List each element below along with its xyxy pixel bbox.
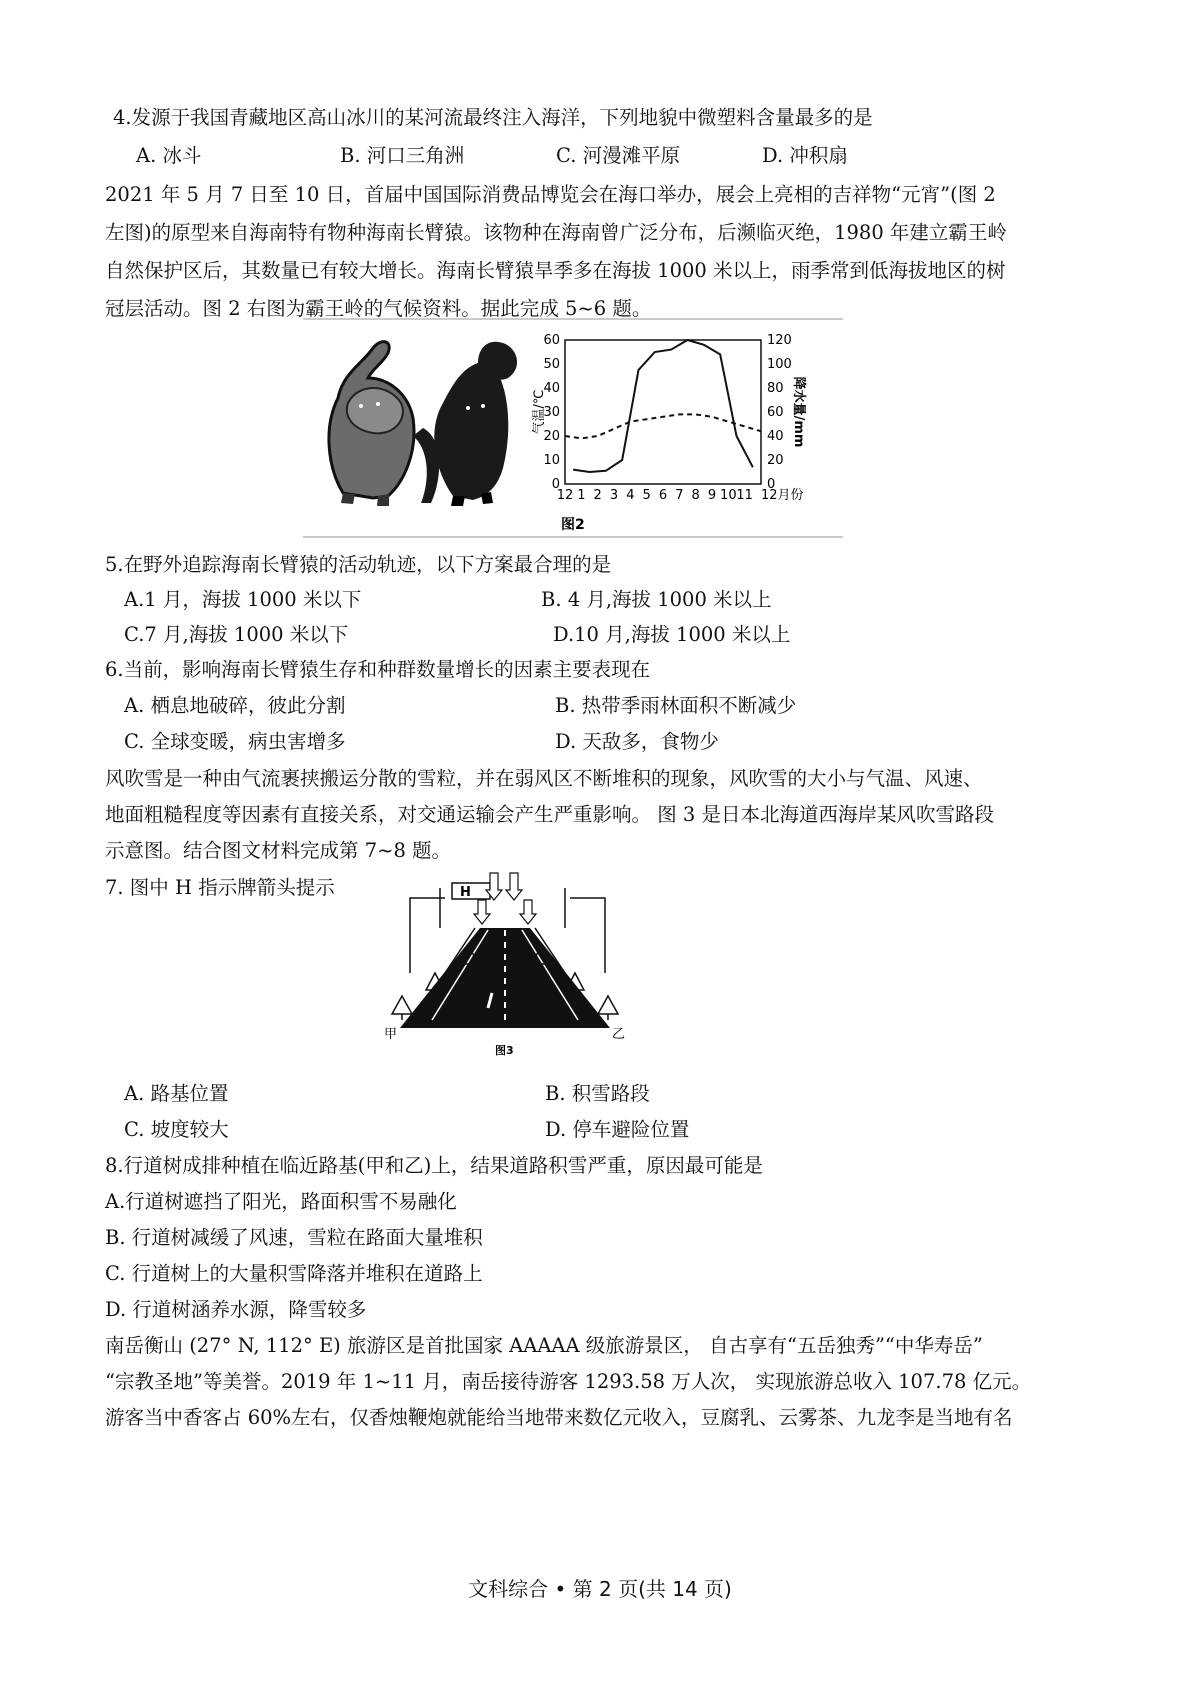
figure-2-caption: 图2 — [561, 517, 585, 533]
passage3-line-2: “宗教圣地”等美誉。2019 年 1~11 月，南岳接待游客 1293.58 万人次， 实现旅游总收入 107.78 亿元。 — [105, 1370, 1032, 1393]
x-axis-tick: 6 — [658, 488, 668, 503]
passage1-line-2: 左图)的原型来自海南特有物种海南长臂猿。该物种在海南曾广泛分布，后濒临灭绝，1980 年建立霸王岭 — [105, 221, 1007, 244]
x-axis-tick: 5 — [642, 488, 651, 503]
mascot-illustration — [329, 342, 517, 506]
passage3-line-3: 游客当中香客占 60%左右，仅香烛鞭炮就能给当地带来数亿元收入，豆腐乳、云雾茶、九龙李是当地有名 — [105, 1406, 1013, 1429]
left-axis-tick: 60 — [543, 333, 560, 348]
passage3-line-1: 南岳衡山 (27° N, 112° E) 旅游区是首批国家 AAAAA 级旅游景区， 自古享有“五岳独秀”“中华寿岳” — [105, 1334, 983, 1357]
x-axis-tick: 7 — [675, 488, 684, 503]
q4-stem: 4.发源于我国青藏地区高山冰川的某河流最终注入海洋，下列地貌中微塑料含量最多的是 — [113, 106, 873, 129]
x-axis-tick: 11 — [736, 488, 753, 503]
temperature-line — [565, 414, 761, 438]
label-yi: 乙 — [612, 1027, 626, 1042]
page-footer: 文科综合 • 第 2 页(共 14 页) — [468, 1577, 732, 1601]
q7-option-b: B. 积雪路段 — [545, 1082, 650, 1105]
q6-stem: 6.当前，影响海南长臂猿生存和种群数量增长的因素主要表现在 — [105, 658, 651, 681]
x-axis-tick: 9 — [707, 488, 717, 503]
q8-stem: 8.行道树成排种植在临近路基(甲和乙)上，结果道路积雪严重，原因最可能是 — [105, 1154, 763, 1177]
right-axis-tick: 120 — [767, 333, 792, 348]
right-axis-tick: 80 — [767, 381, 784, 396]
q5-option-b: B. 4 月,海拔 1000 米以上 — [541, 588, 772, 611]
q7-option-d: D. 停车避险位置 — [545, 1118, 690, 1141]
passage2-line-1: 风吹雪是一种由气流裹挟搬运分散的雪粒，并在弱风区不断堆积的现象，风吹雪的大小与气温、风速、 — [105, 767, 983, 790]
passage1-line-3: 自然保护区后，其数量已有较大增长。海南长臂猿旱季多在海拔 1000 米以上，雨季常到低海拔地区的树 — [105, 259, 1006, 282]
q4-option-d: D. 冲积扇 — [762, 144, 848, 167]
x-axis-tick: 3 — [609, 488, 619, 503]
passage1-line-4: 冠层活动。图 2 右图为霸王岭的气候资料。据此完成 5~6 题。 — [105, 297, 652, 320]
left-axis-tick: 10 — [543, 453, 560, 468]
left-axis-tick: 50 — [543, 357, 560, 372]
x-axis-tick: 4 — [626, 488, 635, 503]
passage2-line-2: 地面粗糙程度等因素有直接关系，对交通运输会产生严重影响。 图 3 是日本北海道西海岸某风吹雪路段 — [105, 803, 995, 826]
precipitation-line — [573, 340, 753, 472]
label-jia: 甲 — [384, 1027, 398, 1042]
q4-option-c: C. 河漫滩平原 — [556, 144, 681, 167]
q5-stem: 5.在野外追踪海南长臂猿的活动轨迹，以下方案最合理的是 — [105, 553, 612, 576]
passage1-line-1: 2021 年 5 月 7 日至 10 日，首届中国国际消费品博览会在海口举办，展会上亮相的吉祥物“元宵”(图 2 — [105, 183, 996, 206]
q5-option-d: D.10 月,海拔 1000 米以上 — [553, 623, 791, 646]
q7-stem: 7. 图中 H 指示牌箭头提示 — [105, 876, 335, 899]
left-axis-tick: 20 — [543, 429, 560, 444]
q6-option-d: D. 天敌多，食物少 — [555, 730, 719, 753]
x-axis-ticks — [557, 488, 804, 503]
q7-option-c: C. 坡度较大 — [124, 1118, 229, 1141]
x-axis-tick: 12月份 — [761, 488, 804, 503]
q7-option-a: A. 路基位置 — [124, 1082, 229, 1105]
figure-3-caption: 图3 — [495, 1044, 514, 1057]
right-axis-tick: 0 — [767, 477, 776, 492]
q8-option-a: A.行道树遮挡了阳光，路面积雪不易融化 — [105, 1190, 457, 1213]
h-sign — [452, 883, 490, 899]
right-axis-tick: 60 — [767, 405, 784, 420]
q5-option-a: A.1 月，海拔 1000 米以下 — [124, 588, 362, 611]
q8-option-c: C. 行道树上的大量积雪降落并堆积在道路上 — [105, 1262, 483, 1285]
right-axis-label: 降水量/mm — [791, 376, 806, 448]
left-axis-tick: 30 — [543, 405, 560, 420]
h-sign-label: H — [460, 885, 471, 900]
q8-option-d: D. 行道树涵养水源，降雪较多 — [105, 1298, 367, 1321]
q8-option-b: B. 行道树减缓了风速，雪粒在路面大量堆积 — [105, 1226, 483, 1249]
q4-option-b: B. 河口三角洲 — [340, 144, 465, 167]
figure-3 — [380, 868, 630, 1058]
passage2-line-3: 示意图。结合图文材料完成第 7~8 题。 — [105, 839, 452, 862]
q5-option-c: C.7 月,海拔 1000 米以下 — [124, 623, 349, 646]
left-axis-tick: 0 — [551, 477, 560, 492]
right-axis-tick: 100 — [767, 357, 792, 372]
left-axis-label: 气温/℃ — [532, 389, 547, 435]
q6-option-c: C. 全球变暖，病虫害增多 — [124, 730, 346, 753]
right-axis-ticks — [767, 333, 792, 492]
figure-2 — [303, 318, 843, 540]
x-axis-tick: 1 — [577, 488, 586, 503]
q6-option-b: B. 热带季雨林面积不断减少 — [555, 694, 797, 717]
q4-option-a: A. 冰斗 — [136, 144, 202, 167]
q6-option-a: A. 栖息地破碎，彼此分割 — [124, 694, 346, 717]
x-axis-tick: 12 — [556, 488, 574, 503]
right-axis-tick: 20 — [767, 453, 784, 468]
right-axis-tick: 40 — [767, 429, 784, 444]
x-axis-tick: 8 — [691, 488, 700, 503]
x-axis-tick: 10 — [720, 488, 737, 503]
x-axis-tick: 2 — [593, 488, 602, 503]
left-axis-tick: 40 — [543, 381, 560, 396]
